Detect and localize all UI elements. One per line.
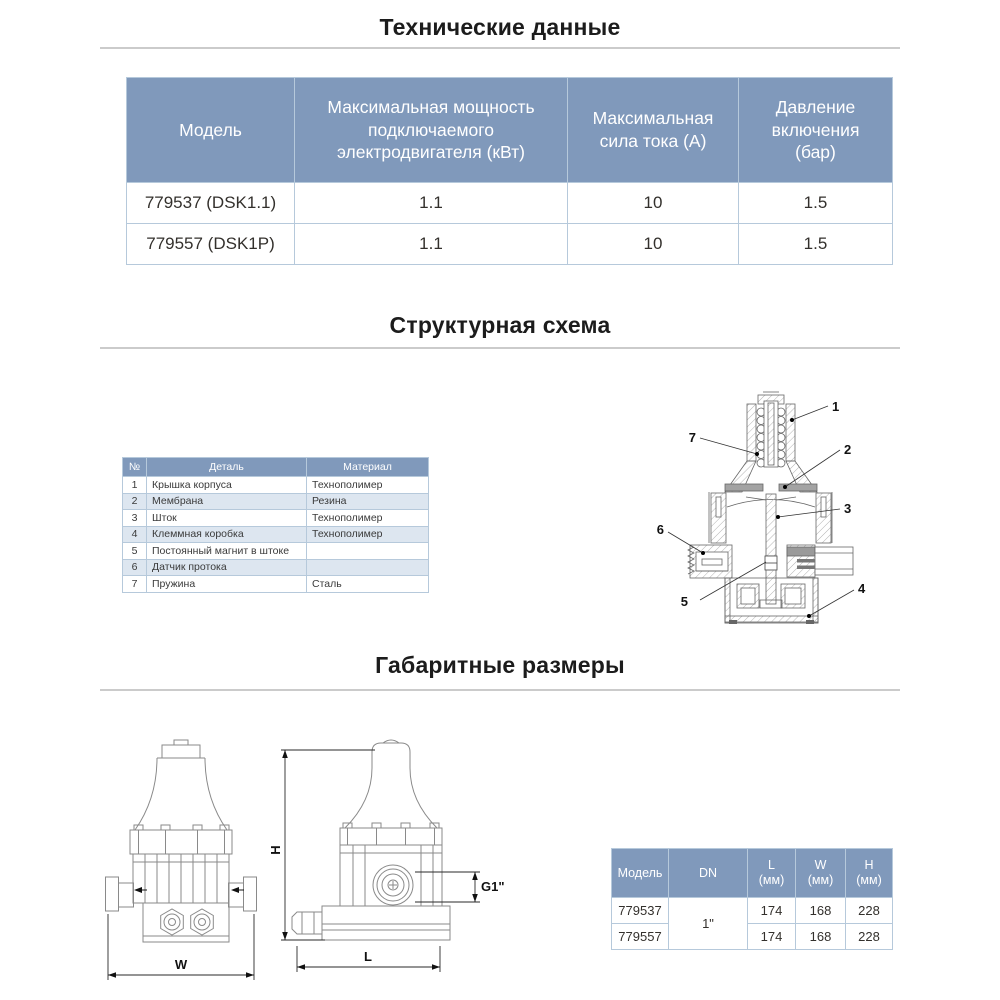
cell-model: 779557 xyxy=(612,924,669,950)
table-row xyxy=(127,224,893,265)
cell-power: 1.1 xyxy=(295,183,568,224)
header-cell-material: Материал xyxy=(307,458,429,477)
header-cell-max-current: Максимальная сила тока (А) xyxy=(568,78,739,183)
technical-data-table xyxy=(126,77,893,265)
side-view-drawing xyxy=(268,738,515,990)
parts-list-table xyxy=(122,457,429,593)
cell-part: Датчик протока xyxy=(147,559,307,576)
divider xyxy=(100,47,900,49)
cell-number: 7 xyxy=(123,576,147,593)
cell-part: Пружина xyxy=(147,576,307,593)
callout-1-label: 1 xyxy=(832,399,840,414)
cell-number: 4 xyxy=(123,526,147,543)
cell-height: 228 xyxy=(846,924,893,950)
length-label: L xyxy=(364,949,372,964)
cell-material: Сталь xyxy=(307,576,429,593)
cross-section-diagram xyxy=(600,380,900,640)
cell-number: 6 xyxy=(123,559,147,576)
cell-part: Крышка корпуса xyxy=(147,477,307,494)
callout-2-label: 2 xyxy=(844,442,852,457)
cell-number: 3 xyxy=(123,510,147,527)
header-cell-part: Деталь xyxy=(147,458,307,477)
divider xyxy=(100,689,900,691)
table-row xyxy=(123,493,429,510)
height-label: H xyxy=(268,845,283,855)
cell-width: 168 xyxy=(796,924,846,950)
callout-5-label: 5 xyxy=(680,594,688,609)
width-label: W xyxy=(174,957,188,972)
header-cell-start-pressure: Давление включения (бар) xyxy=(739,78,893,183)
valve-cross-section xyxy=(688,392,853,624)
table-row xyxy=(123,526,429,543)
flow-direction-arrows xyxy=(134,887,244,893)
callout-4-label: 4 xyxy=(858,581,866,596)
cell-pressure: 1.5 xyxy=(739,224,893,265)
cell-model: 779537 xyxy=(612,898,669,924)
table-row xyxy=(127,183,893,224)
callout-7-label: 7 xyxy=(688,430,696,445)
cell-material: Технополимер xyxy=(307,510,429,527)
dimensions-table xyxy=(611,848,893,950)
section-title-dimensions: Габаритные размеры xyxy=(375,652,625,678)
cell-material xyxy=(307,543,429,560)
table-header-row xyxy=(123,458,429,477)
cell-length: 174 xyxy=(748,898,796,924)
cell-material: Резина xyxy=(307,493,429,510)
cell-width: 168 xyxy=(796,898,846,924)
front-view-drawing xyxy=(105,738,257,990)
cell-part: Шток xyxy=(147,510,307,527)
section-title-structure: Структурная схема xyxy=(389,312,611,338)
cell-length: 174 xyxy=(748,924,796,950)
cell-number: 1 xyxy=(123,477,147,494)
table-row xyxy=(612,924,893,950)
section-title-technical-data: Технические данные xyxy=(379,14,621,40)
cell-material: Технополимер xyxy=(307,477,429,494)
table-row xyxy=(123,543,429,560)
header-cell-max-power: Максимальная мощность подключаемого электродвигателя (кВт) xyxy=(295,78,568,183)
cell-model: 779537 (DSK1.1) xyxy=(127,183,295,224)
cell-number: 2 xyxy=(123,493,147,510)
callout-3-label: 3 xyxy=(844,501,852,516)
table-row xyxy=(123,576,429,593)
cell-model: 779557 (DSK1P) xyxy=(127,224,295,265)
header-cell-model: Модель xyxy=(127,78,295,183)
cell-material: Технополимер xyxy=(307,526,429,543)
cell-part: Клеммная коробка xyxy=(147,526,307,543)
table-row xyxy=(123,510,429,527)
port-dimension xyxy=(415,872,480,902)
cell-height: 228 xyxy=(846,898,893,924)
cell-part: Постоянный магнит в штоке xyxy=(147,543,307,560)
divider xyxy=(100,347,900,349)
cell-current: 10 xyxy=(568,183,739,224)
header-cell-length: L (мм) xyxy=(748,849,796,898)
header-cell-dn: DN xyxy=(669,849,748,898)
header-cell-number: № xyxy=(123,458,147,477)
cell-dn: 1" xyxy=(669,898,748,950)
header-cell-height: H (мм) xyxy=(846,849,893,898)
callout-6-label: 6 xyxy=(656,522,664,537)
table-header-row xyxy=(612,849,893,898)
cell-part: Мембрана xyxy=(147,493,307,510)
cell-pressure: 1.5 xyxy=(739,183,893,224)
table-row xyxy=(123,477,429,494)
header-cell-width: W (мм) xyxy=(796,849,846,898)
table-row xyxy=(612,898,893,924)
table-header-row xyxy=(127,78,893,183)
cell-number: 5 xyxy=(123,543,147,560)
cell-power: 1.1 xyxy=(295,224,568,265)
table-row xyxy=(123,559,429,576)
cell-material xyxy=(307,559,429,576)
port-size-label: G1" xyxy=(481,879,505,894)
header-cell-model: Модель xyxy=(612,849,669,898)
cell-current: 10 xyxy=(568,224,739,265)
